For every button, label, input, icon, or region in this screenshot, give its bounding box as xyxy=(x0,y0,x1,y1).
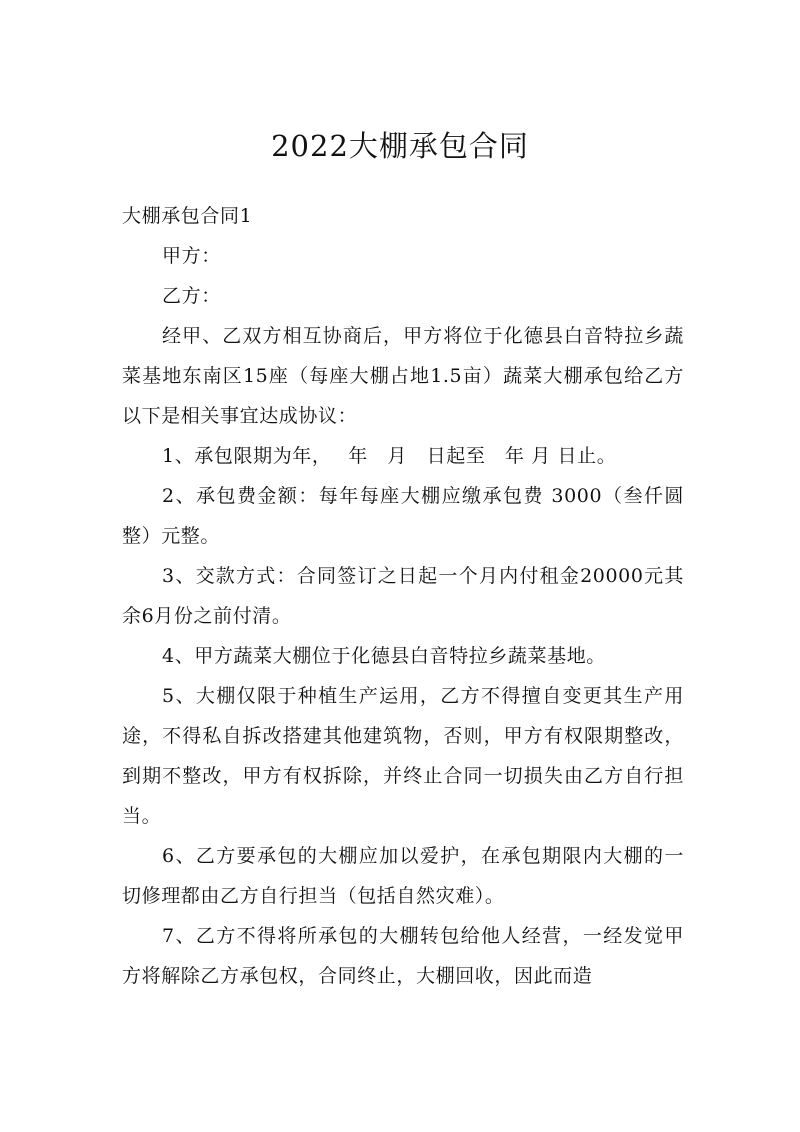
clause-7: 7、乙方不得将所承包的大棚转包给他人经营，一经发觉甲方将解除乙方承包权，合同终止，大棚回收，因此而造 xyxy=(122,925,684,987)
clause-6: 6、乙方要承包的大棚应加以爱护，在承包期限内大棚的一切修理都由乙方自行担当（包括自然灾难）。 xyxy=(122,845,684,907)
party-a-line: 甲方： xyxy=(162,245,221,267)
clause-3: 3、交款方式：合同签订之日起一个月内付租金20000元其余6月份之前付清。 xyxy=(122,565,684,627)
party-b-line: 乙方： xyxy=(162,285,221,307)
section-title: 大棚承包合同1 xyxy=(122,205,253,227)
clause-4: 4、甲方蔬菜大棚位于化德县白音特拉乡蔬菜基地。 xyxy=(162,645,606,667)
clause-5: 5、大棚仅限于种植生产运用，乙方不得擅自变更其生产用途，不得私自拆改搭建其他建筑物，否则，甲方有权限期整改，到期不整改，甲方有权拆除，并终止合同一切损失由乙方自行担当。 xyxy=(122,685,684,827)
clause-1: 1、承包限期为年， 年 月 日起至 年 月 日止。 xyxy=(162,445,617,467)
document-body xyxy=(122,196,684,996)
document-title: 2022大棚承包合同 xyxy=(271,129,529,163)
clause-2: 2、承包费金额：每年每座大棚应缴承包费 3000（叁仟圆整）元整。 xyxy=(122,485,684,547)
intro-paragraph: 经甲、乙双方相互协商后，甲方将位于化德县白音特拉乡蔬菜基地东南区15座（每座大棚占地1.5亩）蔬菜大棚承包给乙方以下是相关事宜达成协议： xyxy=(122,325,684,427)
